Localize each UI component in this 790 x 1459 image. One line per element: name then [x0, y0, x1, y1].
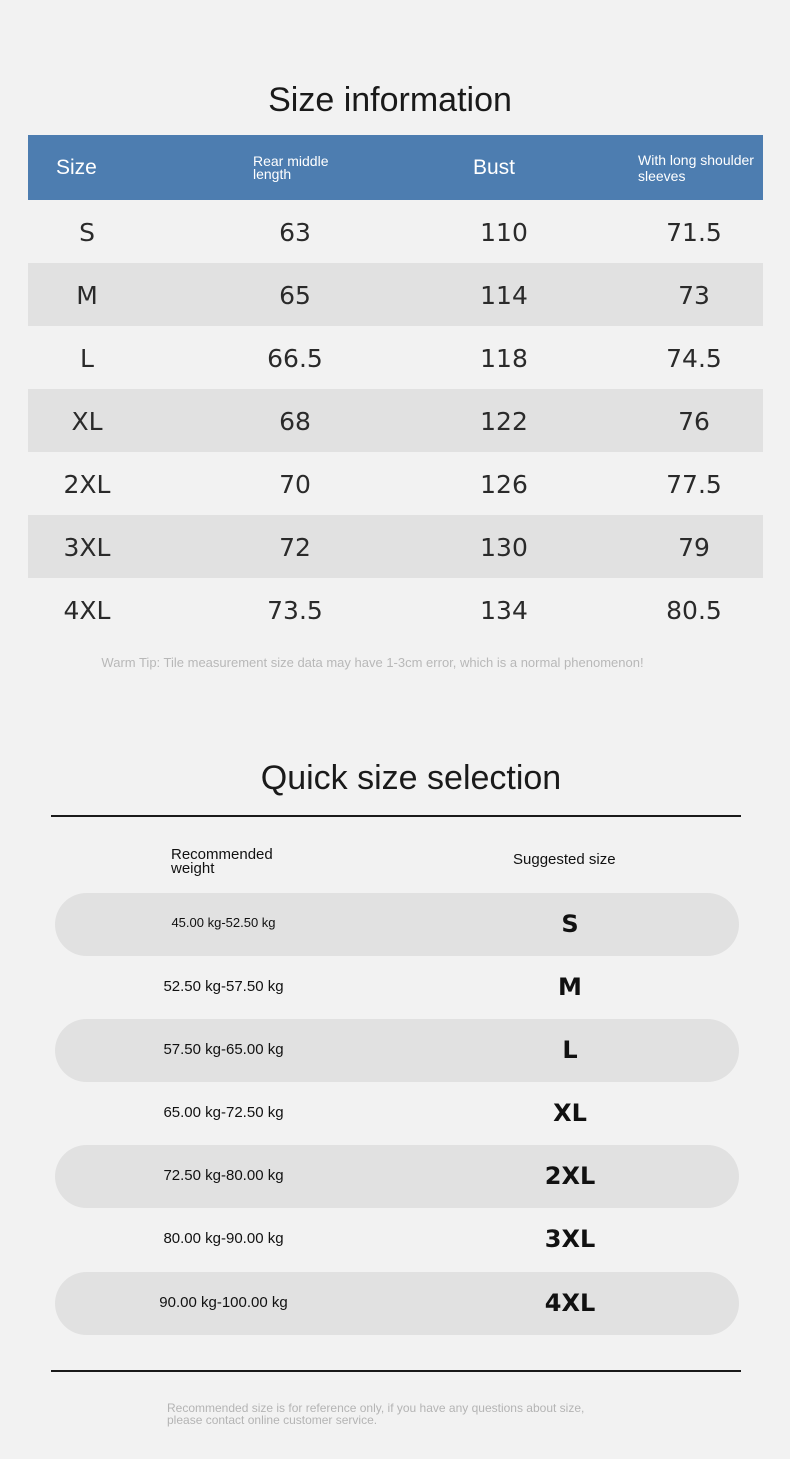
- list-item: [55, 1208, 739, 1271]
- list-item: [55, 893, 739, 956]
- weight-range: 57.50 kg-65.00 kg: [163, 1041, 284, 1058]
- size-table-header: [28, 135, 763, 200]
- cell-bust: 114: [480, 281, 528, 310]
- cell-bust: 118: [480, 344, 528, 373]
- table-row: [28, 389, 763, 452]
- weight-range: 45.00 kg-52.50 kg: [171, 915, 276, 930]
- cell-size: S: [79, 218, 95, 247]
- header-suggested-size: Suggested size: [513, 851, 616, 868]
- quick-size-selection-title: Quick size selection: [260, 758, 562, 797]
- cell-bust: 122: [480, 407, 528, 436]
- header-bust: Bust: [473, 155, 516, 179]
- list-item: [55, 1272, 739, 1335]
- weight-range: 90.00 kg-100.00 kg: [159, 1294, 288, 1311]
- cell-size: 3XL: [63, 533, 111, 562]
- cell-sleeve: 79: [678, 533, 710, 562]
- table-row: [28, 515, 763, 578]
- cell-length: 70: [279, 470, 311, 499]
- cell-length: 65: [279, 281, 311, 310]
- table-row: [28, 578, 763, 641]
- cell-size: 4XL: [63, 596, 111, 625]
- list-item: [55, 956, 739, 1019]
- cell-bust: 134: [480, 596, 528, 625]
- cell-sleeve: 73: [678, 281, 710, 310]
- weight-range: 80.00 kg-90.00 kg: [163, 1230, 284, 1247]
- suggested-size: 2XL: [544, 1162, 596, 1190]
- cell-sleeve: 74.5: [666, 344, 722, 373]
- size-table: [28, 135, 763, 641]
- bottom-divider: [51, 1370, 741, 1372]
- top-divider: [51, 815, 741, 817]
- warm-tip: Warm Tip: Tile measurement size data may have 1-3cm error, which is a normal phenomenon!: [101, 655, 644, 670]
- suggested-size: S: [561, 910, 579, 938]
- weight-range: 72.50 kg-80.00 kg: [163, 1167, 284, 1184]
- cell-length: 73.5: [267, 596, 323, 625]
- header-sleeves: With long shoulder sleeves: [638, 151, 754, 184]
- header-rear-middle-length: Rear middle length: [253, 152, 329, 182]
- header-size: Size: [56, 155, 97, 179]
- suggested-size: XL: [553, 1099, 587, 1127]
- size-information-title: Size information: [268, 80, 512, 119]
- table-row: [28, 326, 763, 389]
- cell-length: 66.5: [267, 344, 323, 373]
- suggested-size: 4XL: [544, 1289, 596, 1317]
- cell-bust: 130: [480, 533, 528, 562]
- weight-range: 52.50 kg-57.50 kg: [163, 978, 284, 995]
- list-item: [55, 1145, 739, 1208]
- cell-size: L: [80, 344, 94, 373]
- cell-sleeve: 71.5: [666, 218, 722, 247]
- cell-bust: 110: [480, 218, 528, 247]
- list-item: [55, 1082, 739, 1145]
- header-recommended-weight: Recommended weight: [171, 846, 273, 877]
- reference-note: Recommended size is for reference only, if you have any questions about size, please contact online customer service.: [167, 1401, 585, 1427]
- cell-size: M: [76, 281, 98, 310]
- cell-size: XL: [71, 407, 103, 436]
- suggested-size: 3XL: [544, 1225, 596, 1253]
- table-row: [28, 452, 763, 515]
- cell-sleeve: 76: [678, 407, 710, 436]
- cell-size: 2XL: [63, 470, 111, 499]
- suggested-size: M: [558, 973, 582, 1001]
- suggested-size: L: [562, 1036, 578, 1064]
- list-item: [55, 1019, 739, 1082]
- cell-sleeve: 77.5: [666, 470, 722, 499]
- table-row: [28, 200, 763, 263]
- cell-sleeve: 80.5: [666, 596, 722, 625]
- weight-range: 65.00 kg-72.50 kg: [163, 1104, 284, 1121]
- cell-bust: 126: [480, 470, 528, 499]
- cell-length: 63: [279, 218, 311, 247]
- cell-length: 72: [279, 533, 311, 562]
- cell-length: 68: [279, 407, 311, 436]
- table-row: [28, 263, 763, 326]
